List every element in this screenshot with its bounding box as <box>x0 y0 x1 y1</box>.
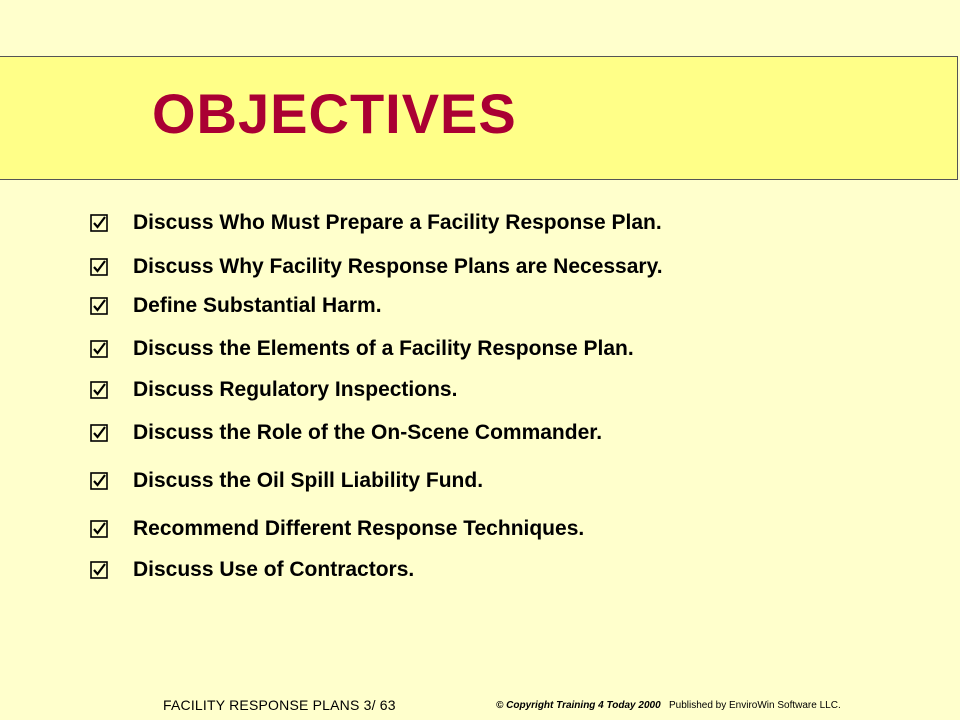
checked-box-icon <box>90 424 108 442</box>
objective-item <box>90 466 483 496</box>
footer-copyright <box>496 700 841 711</box>
objective-item <box>90 375 457 405</box>
checked-box-icon <box>90 520 108 538</box>
objective-item <box>90 555 414 585</box>
objective-item <box>90 418 602 448</box>
checked-box-icon <box>90 214 108 232</box>
objective-text: Discuss Regulatory Inspections. <box>133 378 458 401</box>
copyright-text: © Copyright Training 4 Today 2000 <box>496 700 661 711</box>
objective-text: Recommend Different Response Techniques. <box>133 517 585 540</box>
objective-item <box>90 252 663 282</box>
checked-box-icon <box>90 340 108 358</box>
objective-item <box>90 291 382 321</box>
objective-text: Discuss Use of Contractors. <box>133 558 415 581</box>
checked-box-icon <box>90 258 108 276</box>
objective-item <box>90 334 634 364</box>
footer-course-page: FACILITY RESPONSE PLANS 3/ 63 <box>163 697 396 713</box>
objective-item <box>90 514 584 544</box>
objective-text: Discuss Why Facility Response Plans are Necessary. <box>133 255 663 278</box>
objective-text: Discuss the Role of the On-Scene Commander. <box>133 421 603 444</box>
objective-item <box>90 208 662 238</box>
checked-box-icon <box>90 381 108 399</box>
checked-box-icon <box>90 297 108 315</box>
slide-title: OBJECTIVES <box>152 82 517 145</box>
checked-box-icon <box>90 561 108 579</box>
objective-text: Define Substantial Harm. <box>133 294 382 317</box>
objective-text: Discuss Who Must Prepare a Facility Response Plan. <box>133 211 662 234</box>
checked-box-icon <box>90 472 108 490</box>
objective-text: Discuss the Elements of a Facility Response Plan. <box>133 337 634 360</box>
publisher-text: Published by EnviroWin Software LLC. <box>668 700 841 711</box>
objective-text: Discuss the Oil Spill Liability Fund. <box>133 469 484 492</box>
